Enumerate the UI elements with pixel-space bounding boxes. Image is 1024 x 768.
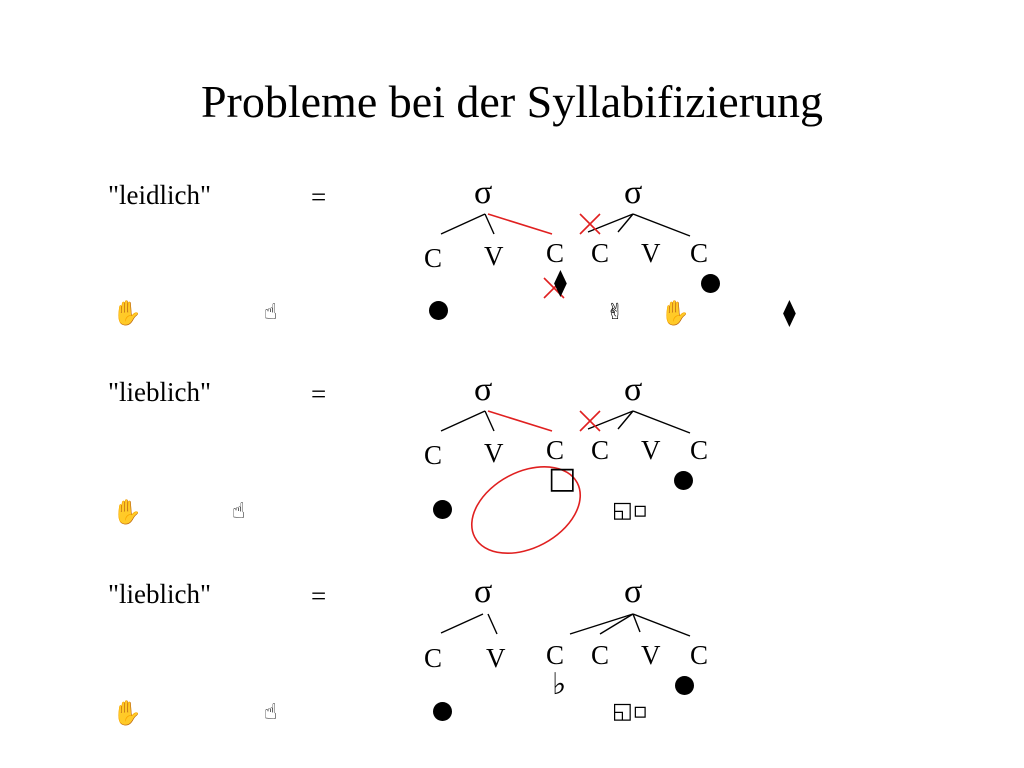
row2-dot-right (674, 471, 693, 490)
row2-hand-icon-a: ✋ (112, 498, 142, 526)
row2-word: "lieblich" (108, 377, 212, 407)
row2-sigma-right: σ (624, 371, 643, 408)
row1-cv2-c1: C (546, 238, 565, 268)
row1-cv2-c3: C (690, 238, 709, 268)
tree1-branch-c (441, 214, 485, 234)
row1-hand-icon-c: ✌ (606, 300, 625, 325)
row3-dot-left (433, 702, 452, 721)
row3-hand-icon-a: ✋ (112, 699, 142, 727)
row1-sigma-right: σ (624, 174, 643, 211)
row3-sigma-right: σ (624, 573, 643, 610)
tree3-branch-c (441, 614, 483, 633)
tree2-red-link (488, 411, 552, 431)
row2-dot-left (433, 500, 452, 519)
row2-cv2-c1: C (546, 435, 565, 465)
row1-word: "leidlich" (108, 180, 212, 210)
tree1-branch-v (485, 214, 494, 234)
row1-cv1-v: V (484, 241, 504, 271)
row1-equals: = (311, 182, 327, 212)
row3-cv2-c2: C (591, 640, 610, 670)
tree2-branch-c3 (633, 411, 690, 433)
row1-dot-left (429, 301, 448, 320)
tree1-red-link (488, 214, 552, 234)
row1-diamond-end-icon: ⧫ (783, 298, 796, 328)
row1-hand-icon-b: ☝ (264, 300, 278, 325)
row2-cv2-c2: C (591, 435, 610, 465)
row1-hand-icon-a: ✋ (112, 299, 142, 327)
row1-diamond-icon: ⧫ (554, 268, 567, 298)
row2-hand-icon-b: ☝ (232, 499, 246, 524)
row3-cv2-c1: C (546, 640, 565, 670)
slide-title: Probleme bei der Syllabifizierung (200, 76, 824, 127)
row3-hand-icon-b: ☝ (264, 700, 278, 725)
tree3-branch-c2 (600, 614, 633, 634)
tree1-branch-c3 (633, 214, 690, 236)
tree3-branch-v (488, 614, 497, 634)
row2-square-icon: □ (548, 461, 577, 496)
row3-equals: = (311, 581, 327, 611)
tree2-branch-c (441, 411, 485, 431)
tree3-branch-c1 (570, 614, 633, 634)
row2-cv2-v: V (641, 435, 661, 465)
row3-curl-icon: ♭ (552, 667, 567, 702)
row1-dot-right (701, 274, 720, 293)
row1-hand-icon-d: ✋ (660, 299, 690, 327)
row2-cv1-c: C (424, 440, 443, 470)
row1-cv2-v: V (641, 238, 661, 268)
row2-equals: = (311, 379, 327, 409)
row2-sigma-left: σ (474, 371, 493, 408)
tree2-branch-v (485, 411, 494, 431)
row3-cv2-c3: C (690, 640, 709, 670)
tree3-branch-c3 (633, 614, 690, 636)
row3-cv1-c: C (424, 643, 443, 673)
row3-cv2-v: V (641, 640, 661, 670)
row2-pending-glyphs: ◱▫ (612, 498, 648, 523)
row3-sigma-left: σ (474, 573, 493, 610)
row1-cv2-c2: C (591, 238, 610, 268)
row3-cv1-v: V (486, 643, 506, 673)
row1-cv1-c: C (424, 243, 443, 273)
row3-word: "lieblich" (108, 579, 212, 609)
row3-dot-right (675, 676, 694, 695)
row2-cv1-v: V (484, 438, 504, 468)
row1-sigma-left: σ (474, 174, 493, 211)
row2-cv2-c3: C (690, 435, 709, 465)
row3-pending-glyphs: ◱▫ (612, 699, 648, 724)
